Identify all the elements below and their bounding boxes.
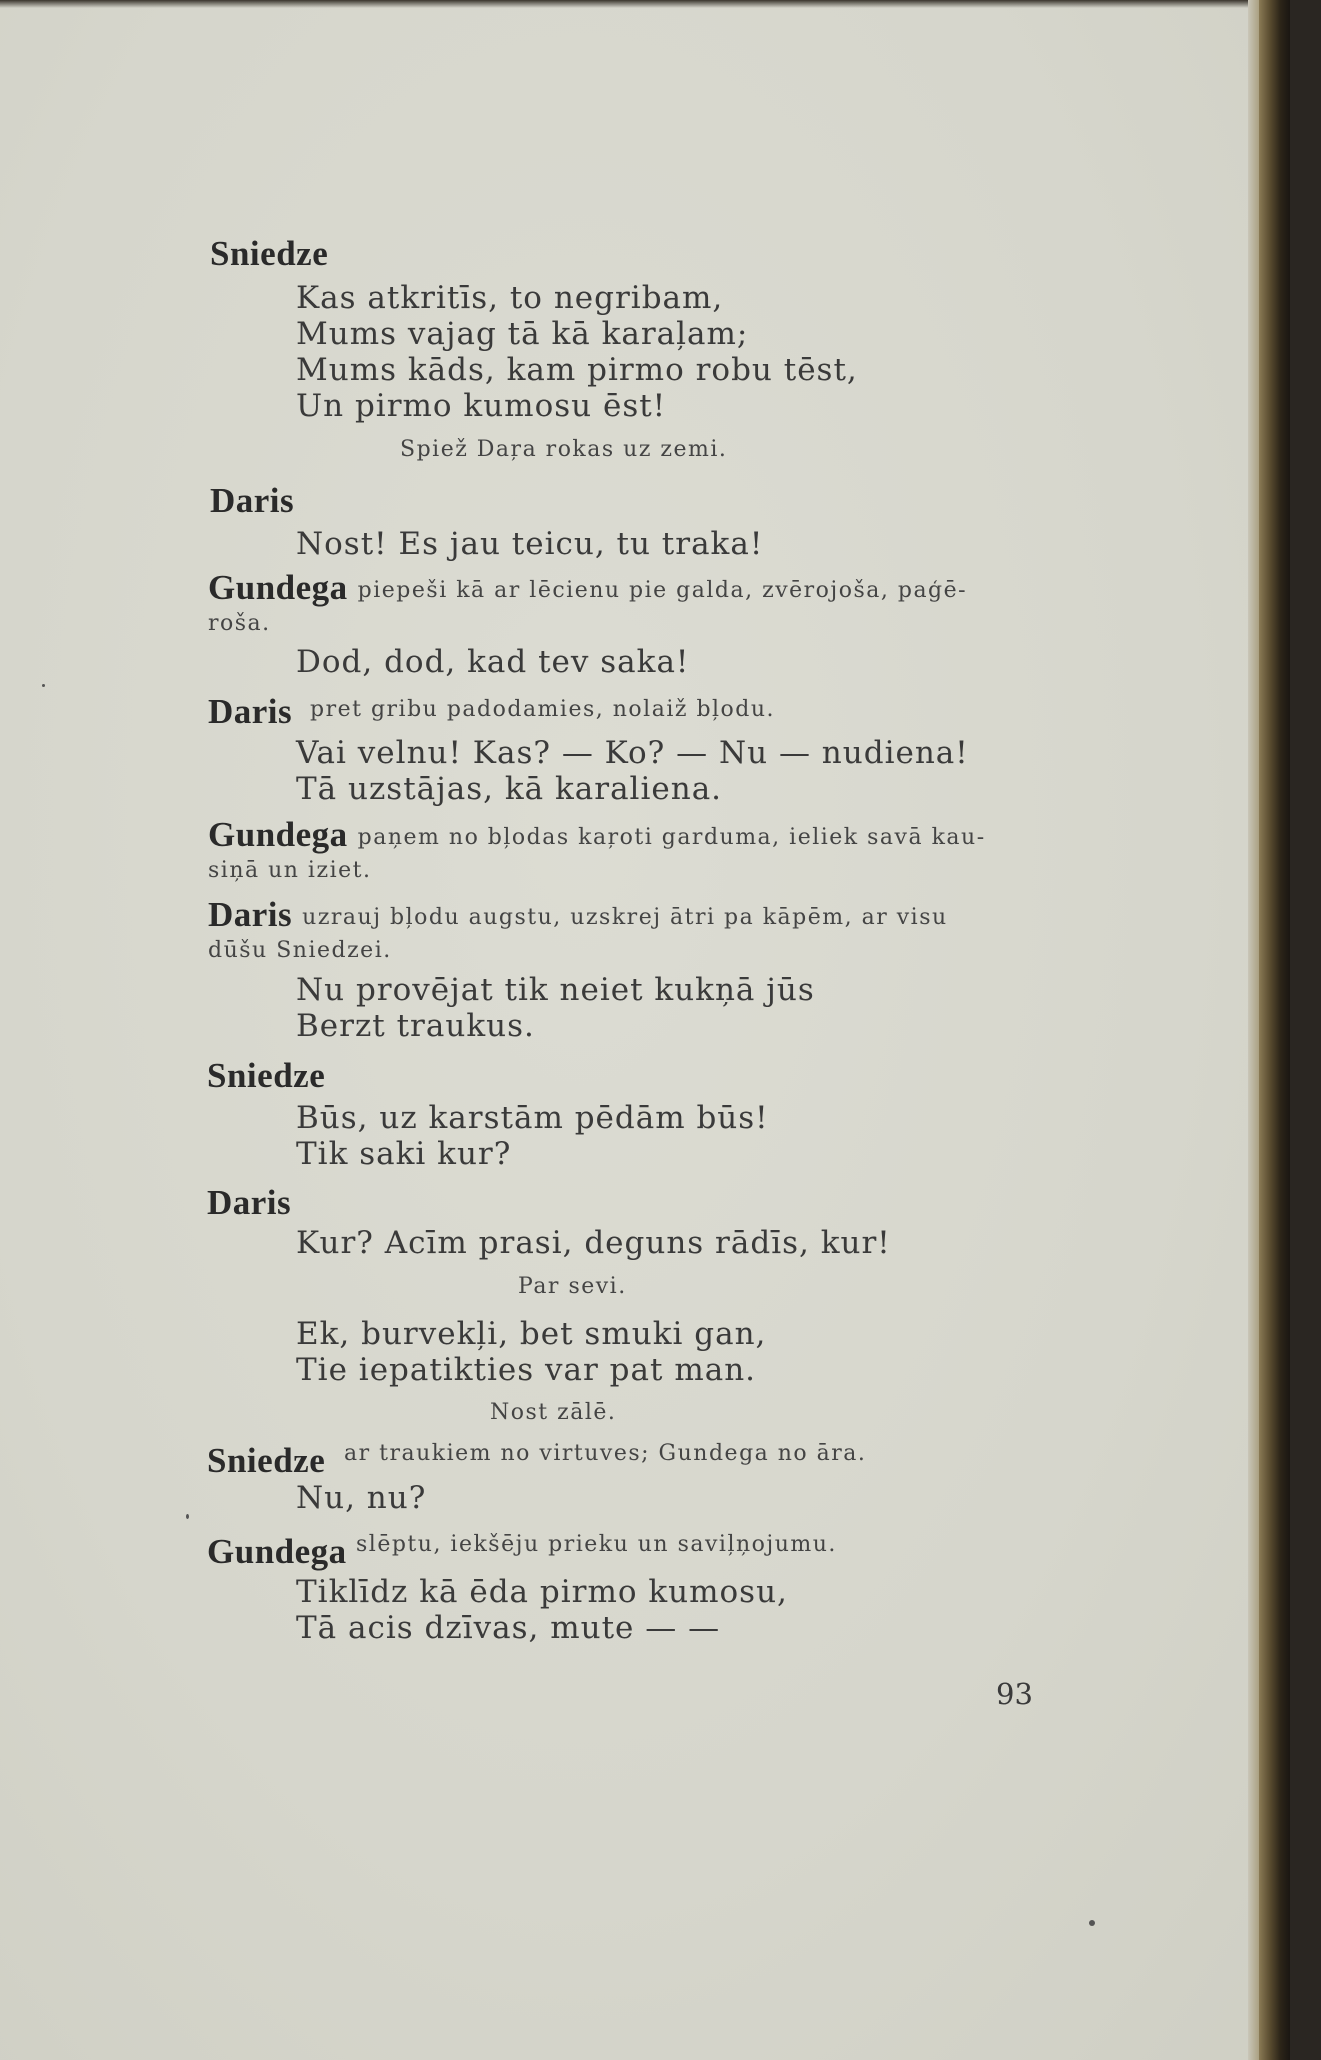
verse-line: Nu, nu? xyxy=(296,1480,427,1516)
verse-line: Tik saki kur? xyxy=(296,1136,512,1172)
stage-direction: Spiež Daŗa rokas uz zemi. xyxy=(400,437,728,462)
paper-speck xyxy=(1089,1920,1095,1926)
paper-speck xyxy=(186,1514,189,1519)
speaker-name: Daris xyxy=(207,1183,292,1222)
paper-speck xyxy=(42,684,45,687)
verse-line: Kur? Acīm prasi, deguns rādīs, kur! xyxy=(296,1225,891,1261)
verse-line: Būs, uz karstām pēdām būs! xyxy=(296,1100,769,1136)
speaker-name: Sniedze xyxy=(210,234,329,273)
stage-direction: uzrauj bļodu augstu, uzskrej ātri pa kāpēm, ar visu xyxy=(302,905,948,930)
stage-direction: piepeši kā ar lēcienu pie galda, zvērojoša, paģē- xyxy=(357,578,968,603)
stage-direction: slēptu, iekšēju prieku un saviļņojumu. xyxy=(356,1532,837,1557)
verse-line: Ek, burvekļi, bet smuki gan, xyxy=(296,1316,767,1352)
verse-line: Vai velnu! Kas? — Ko? — Nu — nudiena! xyxy=(296,735,969,771)
verse-line: Tā uzstājas, kā karaliena. xyxy=(296,771,723,807)
stage-direction: paņem no bļodas kaŗoti garduma, ieliek savā kau- xyxy=(357,825,986,850)
verse-line: Tiklīdz kā ēda pirmo kumosu, xyxy=(296,1574,788,1610)
speaker-name: Daris xyxy=(210,481,295,520)
speaker-with-direction xyxy=(208,568,1038,640)
verse-line: Mums vajag tā kā karaļam; xyxy=(296,316,749,352)
verse-line: Berzt traukus. xyxy=(296,1008,535,1044)
verse-line: Tā acis dzīvas, mute — — xyxy=(296,1610,721,1646)
speaker-name: Daris xyxy=(208,692,293,731)
verse-line: Mums kāds, kam pirmo robu tēst, xyxy=(296,352,858,388)
stage-direction-continued: roša. xyxy=(208,611,271,636)
speaker-name: Daris xyxy=(208,895,293,934)
verse-line: Nu provējat tik neiet kukņā jūs xyxy=(296,972,815,1008)
verse-line: Tie iepatikties var pat man. xyxy=(296,1352,757,1388)
speaker-name: Gundega xyxy=(208,815,348,854)
verse-line: Un pirmo kumosu ēst! xyxy=(296,388,667,424)
page-number: 93 xyxy=(996,1677,1033,1711)
stage-direction: pret gribu padodamies, nolaiž bļodu. xyxy=(310,697,776,722)
stage-direction: Nost zālē. xyxy=(490,1400,617,1425)
verse-line: Nost! Es jau teicu, tu traka! xyxy=(296,526,764,562)
stage-direction-continued: dūšu Sniedzei. xyxy=(208,938,392,963)
stage-direction: ar traukiem no virtuves; Gundega no āra. xyxy=(344,1441,867,1466)
stage-direction-continued: siņā un iziet. xyxy=(208,858,372,883)
speaker-with-direction xyxy=(208,895,1038,967)
speaker-name: Sniedze xyxy=(207,1056,326,1095)
speaker-name: Gundega xyxy=(208,568,348,607)
verse-line: Dod, dod, kad tev saka! xyxy=(296,644,690,680)
speaker-name: Sniedze xyxy=(207,1441,326,1480)
speaker-name: Gundega xyxy=(207,1532,347,1571)
stage-direction: Par sevi. xyxy=(518,1274,627,1299)
verse-line: Kas atkritīs, to negribam, xyxy=(296,280,724,316)
speaker-with-direction xyxy=(208,815,1038,887)
